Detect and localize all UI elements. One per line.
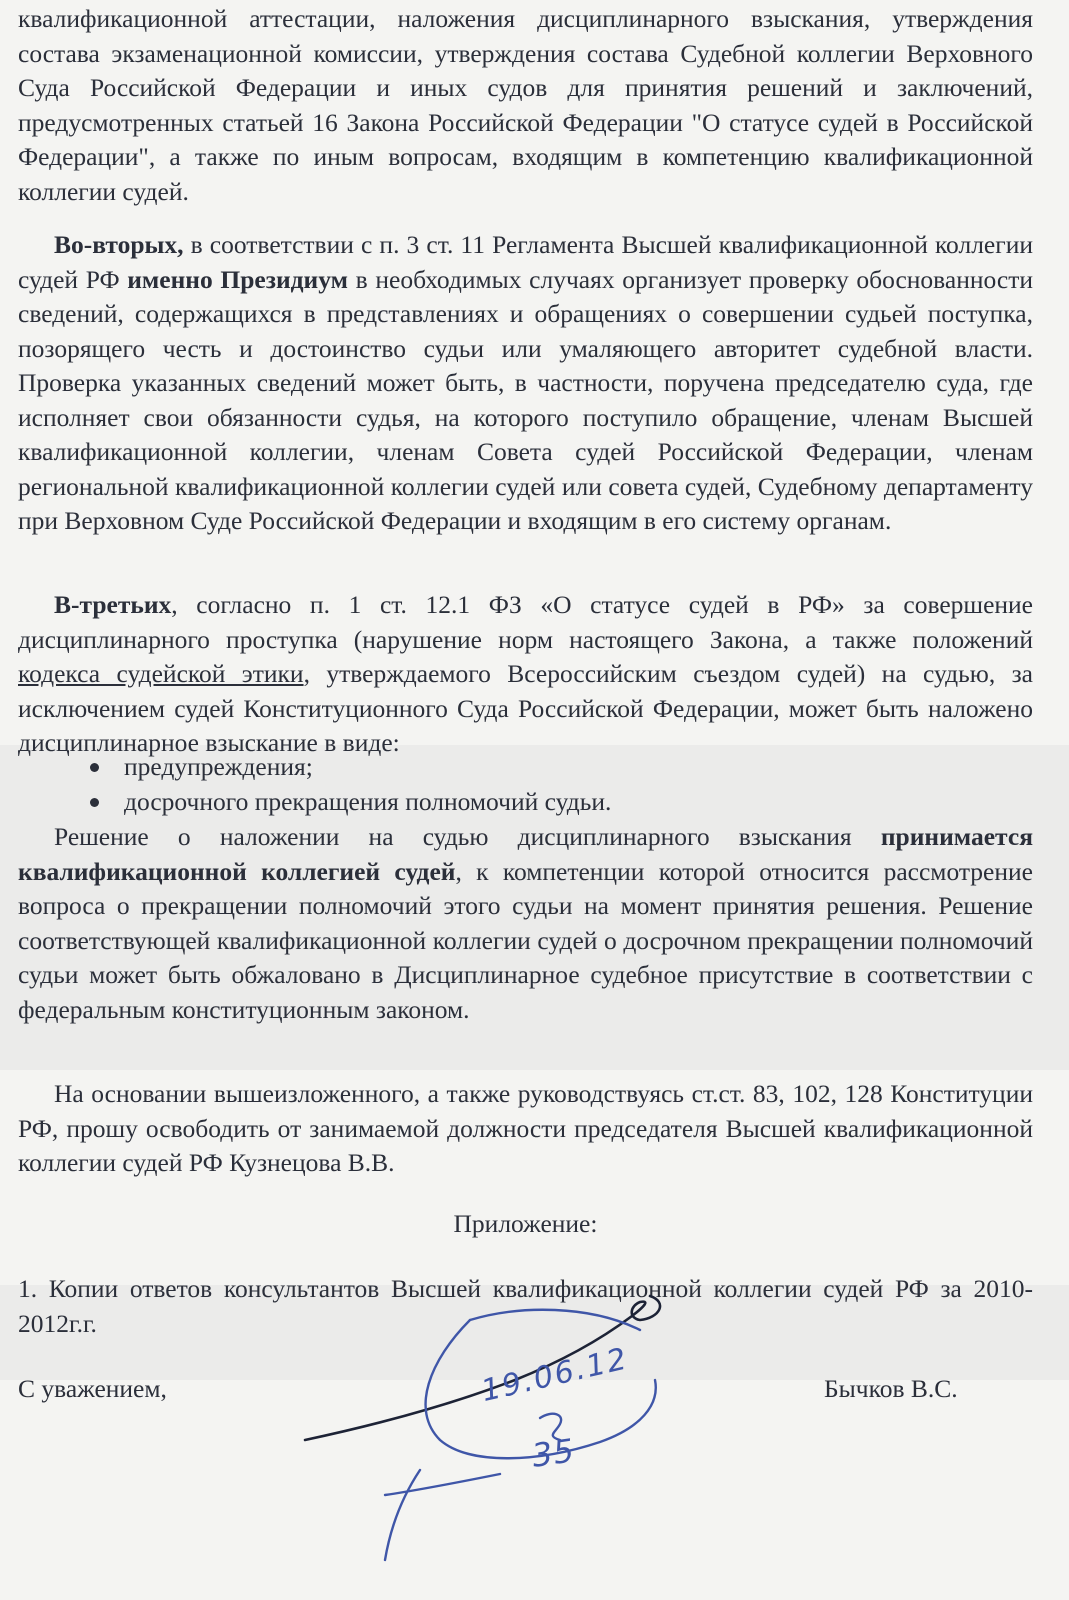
decision-text-2: , к компетенции которой относится рассмотрение вопроса о прекращении полномочий этого судьи на момент принятия решения. Решение соответствующей квалификационной коллегии судей о досрочном прекращении полномочий судьи может быть обжаловано в Дисциплинарное судебное присутствие в соответствии с федеральным конституционным законом.	[18, 856, 1033, 1024]
paragraph-third	[18, 588, 1033, 761]
bullet-icon	[90, 798, 99, 807]
stamp-date: 19.06.12	[478, 1341, 632, 1410]
second-text-2: в необходимых случаях организует проверку обоснованности сведений, содержащихся в представлениях и обращениях о совершении судьей поступка, позорящего честь и достоинство судьи или умаляющего авторитет судебной власти. Проверка указанных сведений может быть, в частности, поручена председателю суда, где исполняет свои обязанности судья, на которого поступило обращение, членам Высшей квалификационной коллегии, членам Совета судей Российской Федерации, членам региональной квалификационной коллегии судей или совета судей, Судебному департаменту при Верховном Суде Российской Федерации и входящим в его систему органам.	[18, 264, 1033, 535]
appendix-title	[18, 1207, 1033, 1242]
stamp-number: 35	[529, 1431, 578, 1475]
closing-salutation: С уважением,	[18, 1374, 167, 1403]
third-text-1: , согласно п. 1 ст. 12.1 ФЗ «О статусе судей в РФ» за совершение дисциплинарного проступка (нарушение норм настоящего Закона, а также положений	[18, 590, 1033, 654]
appendix-item	[18, 1272, 1033, 1341]
paragraph-decision	[18, 820, 1033, 1027]
third-text-2: , утверждаемого Всероссийским съездом судей) на судью, за исключением судей Конституционного Суда Российской Федерации, может быть наложено дисциплинарное взыскание в виде:	[18, 659, 1033, 757]
paragraph-continuation	[18, 2, 1033, 209]
second-text-1: в соответствии с п. 3 ст. 11 Регламента Высшей квалификационной коллегии судей РФ	[18, 230, 1033, 294]
paragraph-second	[18, 228, 1033, 539]
second-emphasis: именно Президиум	[127, 264, 349, 294]
list-item-text: досрочного прекращения полномочий судьи.	[124, 786, 612, 816]
list-item	[18, 750, 1033, 785]
penalty-list	[18, 750, 1033, 819]
bullet-icon	[90, 763, 99, 772]
decision-emphasis: принимается квалификационной коллегией судей	[18, 822, 1033, 886]
list-item-text: предупреждения;	[124, 752, 313, 781]
decision-text-1: Решение о наложении на судью дисциплинарного взыскания	[54, 822, 881, 851]
paragraph-conclusion	[18, 1077, 1033, 1181]
appendix-item-text: 1. Копии ответов консультантов Высшей квалификационной коллегии судей РФ за 2010-2012г.г.	[18, 1274, 1033, 1338]
ethics-code-link[interactable]: кодекса судейской этики	[18, 659, 304, 688]
list-item	[18, 785, 1033, 820]
second-lead: Во-вторых,	[54, 230, 184, 259]
appendix-title-text: Приложение:	[453, 1209, 598, 1238]
third-lead: В-третьих	[54, 590, 172, 619]
document-page	[18, 0, 1033, 1600]
signer-name: Бычков В.С.	[824, 1374, 958, 1403]
paragraph-continuation-text: квалификационной аттестации, наложения дисциплинарного взыскания, утверждения состава экзаменационной комиссии, утверждения состава Судебной коллегии Верховного Суда Российской Федерации и иных судов для принятия решений и заключений, предусмотренных статьей 16 Закона Российской Федерации "О статусе судей в Российской Федерации", а также по иным вопросам, входящим в компетенцию квалификационной коллегии судей.	[18, 4, 1033, 206]
conclusion-text: На основании вышеизложенного, а также руководствуясь ст.ст. 83, 102, 128 Конституции РФ, прошу освободить от занимаемой должности председателя Высшей квалификационной коллегии судей РФ Кузнецова В.В.	[18, 1079, 1033, 1177]
